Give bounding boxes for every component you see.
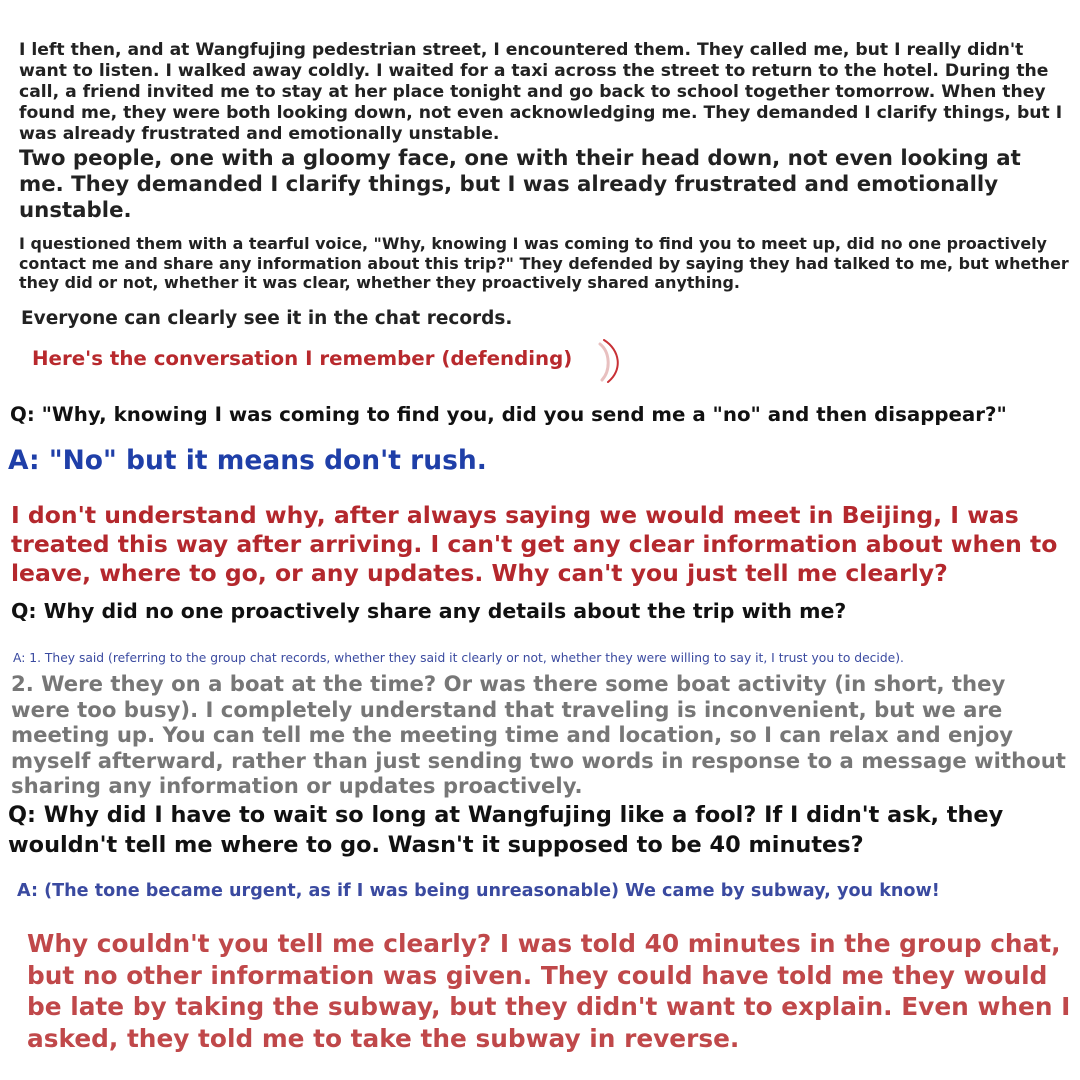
narrative-paragraph-2: Two people, one with a gloomy face, one with their head down, not even looking at me. They demanded I clarify things, but I was already frustrated and emotionally unstable.	[19, 146, 1021, 223]
conversation-heading: Here's the conversation I remember (defending)	[32, 347, 573, 370]
narrative-paragraph-1: I left then, and at Wangfujing pedestrian street, I encountered them. They called me, but I really didn't want to listen. I walked away coldly. I waited for a taxi across the street to return to the hotel. During the call, a friend invited me to stay at her place tonight and go back to school together tomorrow. When they found me, they were both looking down, not even acknowledging me. They demanded I clarify things, but I was already frustrated and emotionally unstable.	[19, 40, 1063, 144]
question-2: Q: Why did no one proactively share any details about the trip with me?	[11, 599, 847, 623]
answer-1: A: "No" but it means don't rush.	[8, 445, 487, 476]
chat-records-note: Everyone can clearly see it in the chat records.	[21, 308, 513, 329]
commentary-1: I don't understand why, after always saying we would meet in Beijing, I was treated this way after arriving. I can't get any clear information about when to leave, where to go, or any updates. Why can't you just tell me clearly?	[11, 501, 1058, 587]
question-3: Q: Why did I have to wait so long at Wangfujing like a fool? If I didn't ask, they wouldn't tell me where to go. Wasn't it supposed to be 40 minutes?	[8, 802, 1004, 858]
answer-3: A: (The tone became urgent, as if I was being unreasonable) We came by subway, you know!	[17, 881, 940, 901]
narrative-paragraph-3: I questioned them with a tearful voice, "Why, knowing I was coming to find you to meet up, did no one proactively contact me and share any information about this trip?" They defended by saying they had talked to me, but whether they did or not, whether it was clear, whether they proactively shared anything.	[19, 234, 1069, 292]
answer-2-part-2: 2. Were they on a boat at the time? Or was there some boat activity (in short, they were too busy). I completely understand that traveling is inconvenient, but we are meeting up. You can tell me the meeting time and location, so I can relax and enjoy myself afterward, rather than just sending two words in response to a message without sharing any information or updates proactively.	[11, 671, 1066, 798]
question-1: Q: "Why, knowing I was coming to find you, did you send me a "no" and then disappear?"	[10, 403, 1007, 426]
hand-drawn-parenthesis-icon	[590, 336, 630, 386]
commentary-2: Why couldn't you tell me clearly? I was told 40 minutes in the group chat, but no other information was given. They could have told me they would be late by taking the subway, but they didn't want to explain. Even when I asked, they told me to take the subway in reverse.	[27, 929, 1071, 1053]
answer-2-part-1: A: 1. They said (referring to the group chat records, whether they said it clearly or not, whether they were willing to say it, I trust you to decide).	[13, 651, 904, 665]
